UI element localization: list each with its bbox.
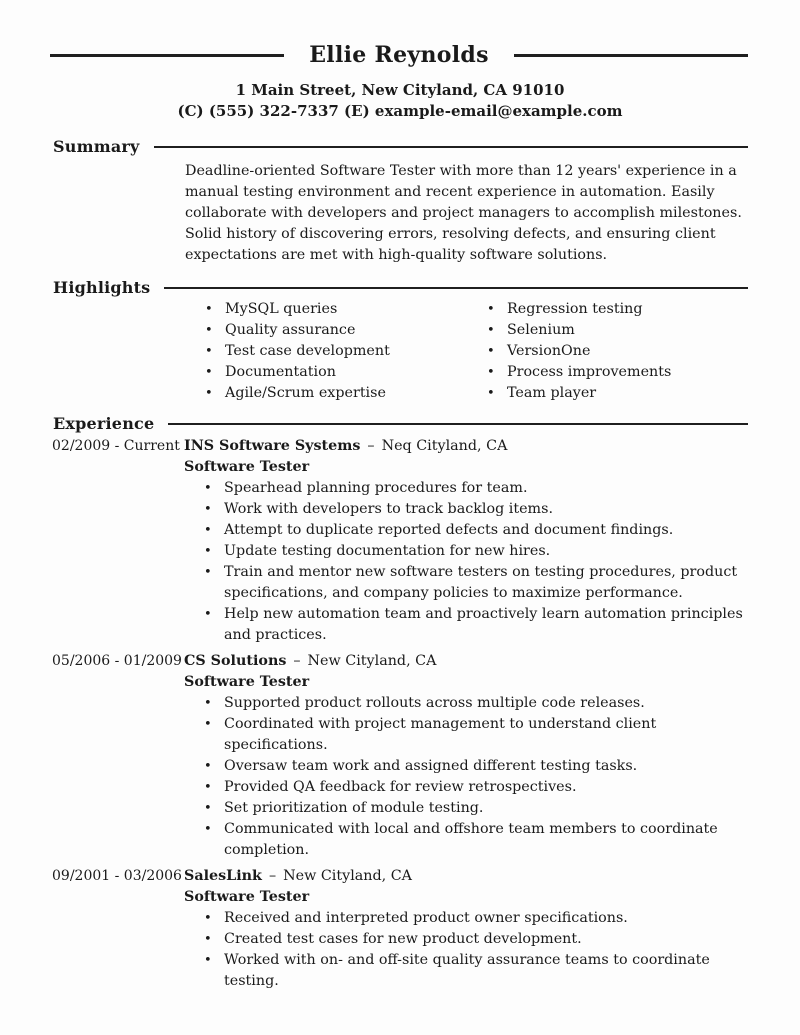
job-body <box>184 436 800 646</box>
experience-rule <box>168 423 748 425</box>
job-bullet: • Oversaw team work and assigned different testing tasks. <box>184 756 747 777</box>
highlight-item: • VersionOne <box>467 341 671 362</box>
job-title: Software Tester <box>184 674 310 690</box>
company-location: New Cityland, CA <box>307 653 437 669</box>
job-entry <box>0 651 800 861</box>
company-location: Neq Cityland, CA <box>381 438 508 454</box>
job-bullet: • Communicated with local and offshore team members to coordinate completion. <box>184 819 747 861</box>
highlight-item: • Agile/Scrum expertise <box>185 383 467 404</box>
name-right-rule <box>514 54 748 57</box>
job-bullet: • Worked with on- and off-site quality assurance teams to coordinate testing. <box>184 950 747 992</box>
highlights-heading: Highlights <box>53 278 151 297</box>
job-bullet: • Update testing documentation for new hires. <box>184 541 747 562</box>
summary-line: Deadline-oriented Software Tester with more than 12 years' experience in a <box>185 163 737 179</box>
job-bullet: • Attempt to duplicate reported defects and document findings. <box>184 520 747 541</box>
highlights-column-1 <box>185 299 467 404</box>
job-company-line <box>184 651 800 672</box>
job-title: Software Tester <box>184 889 310 905</box>
job-bullet: • Spearhead planning procedures for team. <box>184 478 747 499</box>
phone-email-line: (C) (555) 322-7337 (E) example-email@example.com <box>177 102 623 120</box>
job-bullet-list <box>184 693 747 861</box>
company-location-dash: – <box>367 438 375 454</box>
job-bullet: • Supported product rollouts across multiple code releases. <box>184 693 747 714</box>
job-bullet: • Help new automation team and proactively learn automation principles and practices. <box>184 604 747 646</box>
highlights-heading-row <box>53 278 748 297</box>
company-name: INS Software Systems <box>184 438 361 454</box>
job-bullet: • Provided QA feedback for review retrospectives. <box>184 777 747 798</box>
job-entry <box>0 866 800 992</box>
name-left-rule <box>50 54 284 57</box>
job-bullet: • Work with developers to track backlog items. <box>184 499 747 520</box>
highlights-columns <box>185 299 800 404</box>
summary-paragraph <box>185 161 800 266</box>
job-body <box>184 651 800 861</box>
resume-header <box>0 0 800 122</box>
experience-heading-row <box>53 414 748 433</box>
experience-jobs <box>0 436 800 992</box>
highlight-item: • Selenium <box>467 320 671 341</box>
highlight-item: • Quality assurance <box>185 320 467 341</box>
job-entry <box>0 436 800 646</box>
summary-line: manual testing environment and recent experience in automation. Easily <box>185 184 715 200</box>
address-line: 1 Main Street, New Cityland, CA 91010 <box>235 81 565 99</box>
job-body <box>184 866 800 992</box>
company-name: CS Solutions <box>184 653 287 669</box>
summary-line: expectations are met with high-quality software solutions. <box>185 247 608 263</box>
job-bullet: • Train and mentor new software testers on testing procedures, product specifications, and company policies to maximize performance. <box>184 562 747 604</box>
highlights-rule <box>164 287 748 289</box>
summary-line: Solid history of discovering errors, resolving defects, and ensuring client <box>185 226 716 242</box>
candidate-name: Ellie Reynolds <box>309 42 489 68</box>
company-location-dash: – <box>268 868 277 884</box>
job-bullet: • Received and interpreted product owner specifications. <box>184 908 747 929</box>
highlight-item: • Team player <box>467 383 671 404</box>
summary-heading: Summary <box>53 137 140 156</box>
job-dates: 02/2009 - Current <box>52 438 180 454</box>
job-bullet-list <box>184 908 747 992</box>
company-location: New Cityland, CA <box>283 868 413 884</box>
highlight-item: • Documentation <box>185 362 467 383</box>
company-name: SalesLink <box>184 868 262 884</box>
highlight-item: • Test case development <box>185 341 467 362</box>
summary-rule <box>154 146 748 148</box>
summary-line: collaborate with developers and project managers to accomplish milestones. <box>185 205 742 221</box>
job-title: Software Tester <box>184 459 310 475</box>
company-location-dash: – <box>293 653 301 669</box>
contact-block <box>0 80 800 122</box>
highlight-item: • MySQL queries <box>185 299 467 320</box>
job-bullet-list <box>184 478 747 646</box>
job-dates: 09/2001 - 03/2006 <box>52 868 182 884</box>
job-company-line <box>184 866 800 887</box>
name-row <box>50 42 748 68</box>
job-bullet: • Set prioritization of module testing. <box>184 798 747 819</box>
job-dates: 05/2006 - 01/2009 <box>52 653 182 669</box>
experience-heading: Experience <box>53 414 155 433</box>
job-company-line <box>184 436 800 457</box>
highlight-item: • Regression testing <box>467 299 671 320</box>
highlight-item: • Process improvements <box>467 362 671 383</box>
job-bullet: • Created test cases for new product development. <box>184 929 747 950</box>
highlights-column-2 <box>467 299 671 404</box>
summary-heading-row <box>53 137 748 156</box>
job-bullet: • Coordinated with project management to understand client specifications. <box>184 714 747 756</box>
